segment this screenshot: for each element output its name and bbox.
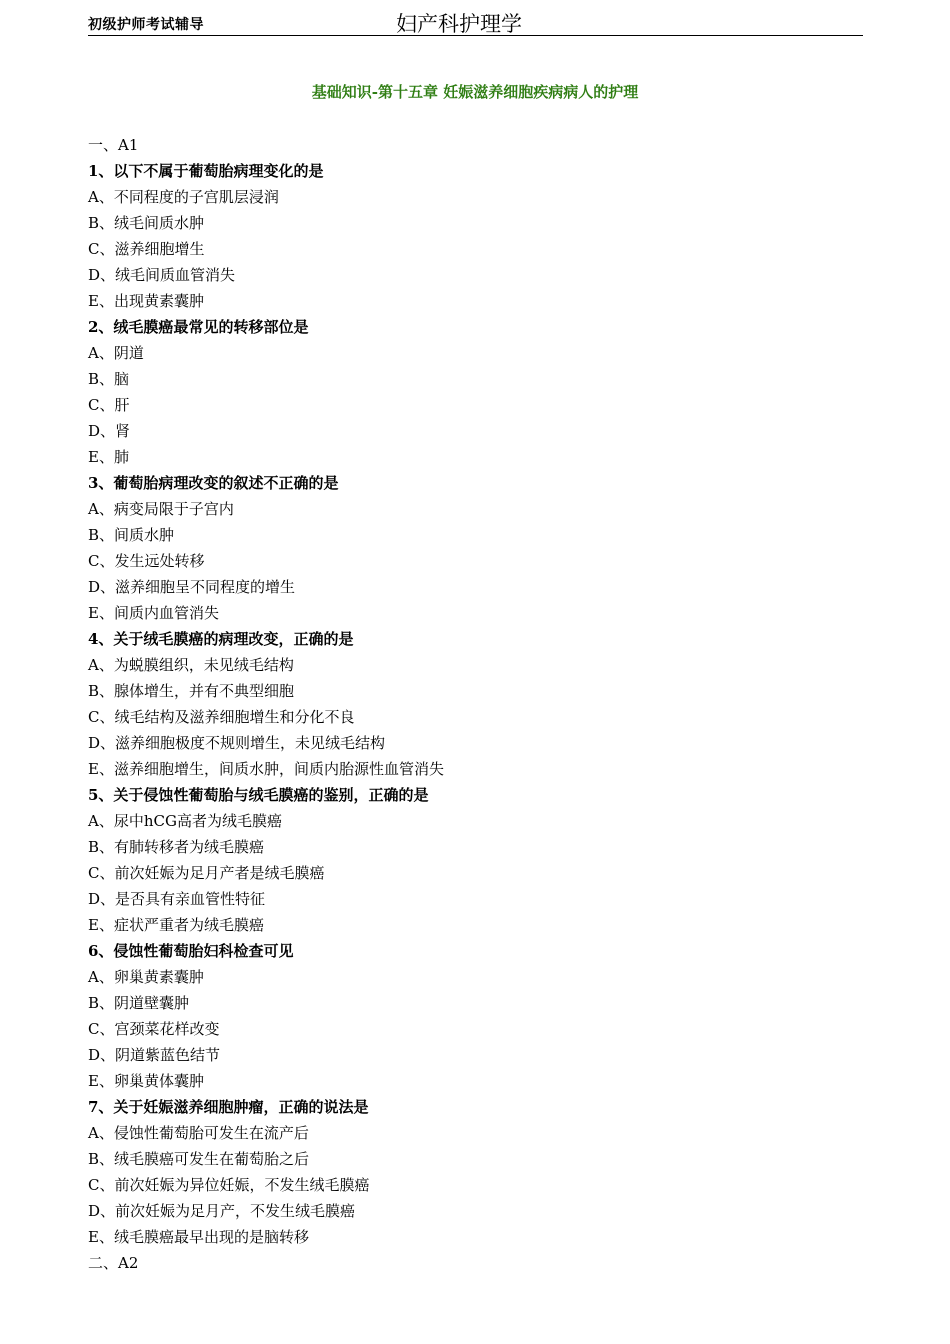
header-left-text: 初级护师考试辅导 (88, 17, 204, 33)
option-e: E、肺 (88, 448, 129, 466)
question-stem: 3、葡萄胎病理改变的叙述不正确的是 (88, 474, 339, 492)
option-c: C、肝 (88, 396, 130, 414)
section-label-a2: 二、A2 (88, 1254, 139, 1272)
question-5 (88, 782, 868, 938)
option-e: E、卵巢黄体囊肿 (88, 1072, 204, 1090)
header-divider (88, 35, 863, 36)
option-b: B、绒毛膜癌可发生在葡萄胎之后 (88, 1150, 310, 1168)
header-subject-title: 妇产科护理学 (396, 12, 522, 36)
option-a: A、为蜕膜组织，未见绒毛结构 (88, 656, 294, 674)
question-6 (88, 938, 868, 1094)
option-d: D、前次妊娠为足月产，不发生绒毛膜癌 (88, 1202, 356, 1220)
question-1 (88, 158, 868, 314)
option-a: A、侵蚀性葡萄胎可发生在流产后 (88, 1124, 309, 1142)
option-b: B、间质水肿 (88, 526, 175, 544)
option-d: D、滋养细胞呈不同程度的增生 (88, 578, 296, 596)
option-b: B、阴道壁囊肿 (88, 994, 190, 1012)
question-stem: 1、以下不属于葡萄胎病理变化的是 (88, 162, 324, 180)
question-4 (88, 626, 868, 782)
option-a: A、不同程度的子宫肌层浸润 (88, 188, 279, 206)
question-2 (88, 314, 868, 470)
option-c: C、前次妊娠为足月产者是绒毛膜癌 (88, 864, 325, 882)
option-d: D、是否具有亲血管性特征 (88, 890, 266, 908)
option-d: D、阴道紫蓝色结节 (88, 1046, 221, 1064)
option-a: A、病变局限于子宫内 (88, 500, 234, 518)
question-stem: 6、侵蚀性葡萄胎妇科检查可见 (88, 942, 294, 960)
option-e: E、滋养细胞增生，间质水肿，间质内胎源性血管消失 (88, 760, 444, 778)
option-c: C、滋养细胞增生 (88, 240, 205, 258)
option-c: C、发生远处转移 (88, 552, 205, 570)
option-c: C、绒毛结构及滋养细胞增生和分化不良 (88, 708, 355, 726)
option-b: B、绒毛间质水肿 (88, 214, 205, 232)
option-a: A、阴道 (88, 344, 144, 362)
question-stem: 4、关于绒毛膜癌的病理改变，正确的是 (88, 630, 354, 648)
option-d: D、滋养细胞极度不规则增生，未见绒毛结构 (88, 734, 386, 752)
section-label-a1: 一、A1 (88, 136, 139, 154)
option-e: E、症状严重者为绒毛膜癌 (88, 916, 264, 934)
option-a: A、尿中hCG高者为绒毛膜癌 (88, 812, 282, 830)
option-b: B、腺体增生，并有不典型细胞 (88, 682, 295, 700)
option-d: D、肾 (88, 422, 131, 440)
question-list (88, 132, 868, 1276)
question-stem: 7、关于妊娠滋养细胞肿瘤，正确的说法是 (88, 1098, 369, 1116)
question-stem: 2、绒毛膜癌最常见的转移部位是 (88, 318, 309, 336)
option-c: C、前次妊娠为异位妊娠，不发生绒毛膜癌 (88, 1176, 370, 1194)
option-a: A、卵巢黄素囊肿 (88, 968, 204, 986)
option-e: E、出现黄素囊肿 (88, 292, 204, 310)
chapter-title: 基础知识-第十五章 妊娠滋养细胞疾病病人的护理 (311, 83, 639, 101)
option-b: B、脑 (88, 370, 130, 388)
question-7 (88, 1094, 868, 1250)
option-e: E、间质内血管消失 (88, 604, 219, 622)
option-e: E、绒毛膜癌最早出现的是脑转移 (88, 1228, 309, 1246)
question-stem: 5、关于侵蚀性葡萄胎与绒毛膜癌的鉴别，正确的是 (88, 786, 429, 804)
question-3 (88, 470, 868, 626)
option-d: D、绒毛间质血管消失 (88, 266, 236, 284)
option-b: B、有肺转移者为绒毛膜癌 (88, 838, 265, 856)
option-c: C、宫颈菜花样改变 (88, 1020, 220, 1038)
